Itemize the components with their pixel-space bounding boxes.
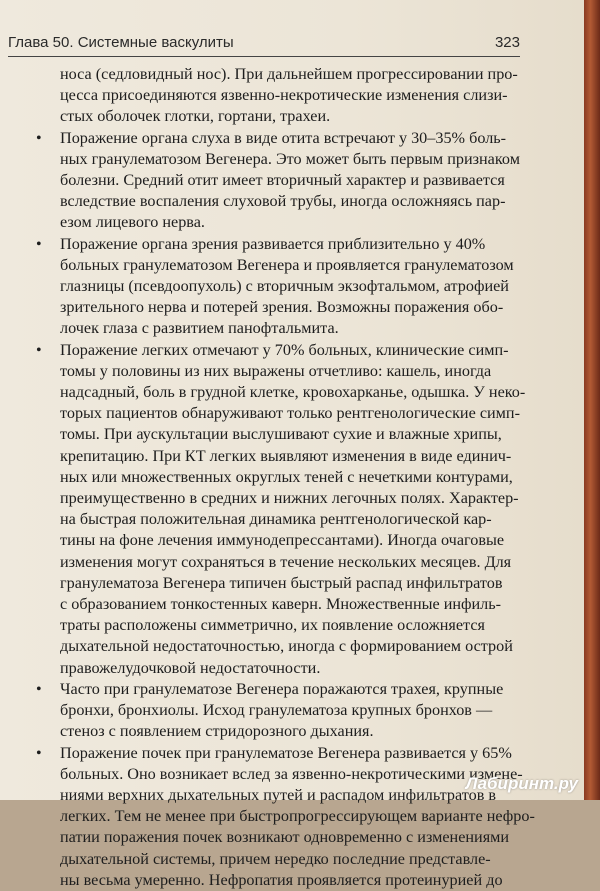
bullet-icon: •: [36, 129, 42, 147]
text-line: больных. Оно возникает вслед за язвенно-некротическими измене-: [60, 764, 523, 783]
list-item-text: [60, 128, 524, 234]
text-line: патии поражения почек возникают одновременно с изменениями: [60, 828, 510, 847]
text-line: торых пациентов обнаруживают только рентгенологические симп-: [60, 404, 520, 423]
body-text: [24, 64, 535, 891]
text-line: с образованием тонкостенных каверн. Множественные инфиль-: [60, 595, 502, 614]
bullet-icon: •: [36, 744, 42, 762]
text-line: правожелудочковой недостаточности.: [60, 658, 321, 677]
text-line: легких. Тем не менее при быстропрогрессирующем варианте нефро-: [60, 807, 535, 826]
text-line: тины на фоне лечения иммунодепрессантами). Иногда очаговые: [60, 531, 505, 550]
list-item-text: [60, 743, 535, 891]
text-line: ных или множественных округлых теней с нечеткими контурами,: [60, 467, 513, 486]
text-line: Поражение органа зрения развивается приблизительно у 40%: [60, 234, 486, 253]
text-line: зрительного нерва и потерей зрения. Возможны поражения обо-: [60, 298, 504, 317]
text-line: глазницы (псевдоопухоль) с вторичным экзофтальмом, атрофией: [60, 277, 509, 296]
text-line: ных гранулематозом Вегенера. Это может быть первым признаком: [60, 149, 520, 168]
text-line: траты расположены симметрично, их появление осложняется: [60, 616, 485, 635]
text-line: изменения могут сохраняться в течение нескольких месяцев. Для: [60, 552, 512, 571]
bullet-icon: •: [36, 680, 42, 698]
running-header: [8, 34, 520, 54]
text-line: болезни. Средний отит имеет вторичный характер и развивается: [60, 171, 505, 190]
text-line: гранулематоза Вегенера типичен быстрый распад инфильтратов: [60, 573, 503, 592]
text-line: дыхательной недостаточностью, иногда с формированием острой: [60, 637, 513, 656]
list-item-lungs: [24, 340, 524, 679]
text-line: Часто при гранулематозе Вегенера поражаются трахея, крупные: [60, 679, 504, 698]
text-line: стеноз с появлением стридорозного дыхания.: [60, 722, 374, 741]
list-item-kidneys: [24, 743, 535, 891]
text-line: цесса присоединяются язвенно-некротические изменения слизи-: [60, 86, 508, 105]
list-item-text: [60, 234, 524, 340]
text-line: вследствие воспаления слуховой трубы, иногда осложняясь пар-: [60, 192, 506, 211]
list-item-text: [60, 340, 524, 679]
page-number: 323: [494, 34, 520, 51]
bullet-icon: •: [36, 235, 42, 253]
header-rule: [8, 56, 520, 57]
text-line: на быстрая положительная динамика рентгенологической кар-: [60, 510, 492, 529]
text-line: лочек глаза с развитием панофтальмита.: [60, 319, 339, 338]
bullet-icon: •: [36, 341, 42, 359]
watermark: Лабиринт.ру: [465, 774, 578, 793]
text-line: томы. При аускультации выслушивают сухие и влажные хрипы,: [60, 425, 502, 444]
text-line: Поражение почек при гранулематозе Вегенера развивается у 65%: [60, 743, 512, 762]
list-item-airways: [24, 679, 524, 743]
list-item-hearing: [24, 128, 524, 234]
text-line: Поражение органа слуха в виде отита встречают у 30–35% боль-: [60, 128, 507, 147]
text-line: дыхательной системы, причем нередко последние представле-: [60, 849, 491, 868]
text-line: ниями верхних дыхательных путей и распадом инфильтратов в: [60, 785, 497, 804]
text-line: ны весьма умеренно. Нефропатия проявляется протеинурией до: [60, 870, 503, 889]
chapter-title: Глава 50. Системные васкулиты: [8, 34, 234, 51]
text-line: езом лицевого нерва.: [60, 213, 205, 232]
text-line: носа (седловидный нос). При дальнейшем прогрессировании про-: [60, 65, 518, 83]
list-item-text: [60, 679, 524, 743]
text-line: надсадный, боль в грудной клетке, кровохарканье, одышка. У неко-: [60, 383, 526, 402]
text-line: Поражение легких отмечают у 70% больных, клинические симп-: [60, 340, 509, 359]
text-line: преимущественно в средних и нижних легочных полях. Характер-: [60, 489, 519, 508]
list-item-vision: [24, 234, 524, 340]
book-edge: [584, 0, 600, 800]
text-line: крепитацию. При КТ легких выявляют изменения в виде единич-: [60, 446, 512, 465]
text-line: стых оболочек глотки, гортани, трахеи.: [60, 107, 331, 126]
text-line: больных гранулематозом Вегенера и проявляется гранулематозом: [60, 255, 514, 274]
intro-paragraph: [24, 64, 524, 128]
text-line: томы у половины из них выражены отчетливо: кашель, иногда: [60, 361, 492, 380]
text-line: бронхи, бронхиолы. Исход гранулематоза крупных бронхов —: [60, 701, 493, 720]
